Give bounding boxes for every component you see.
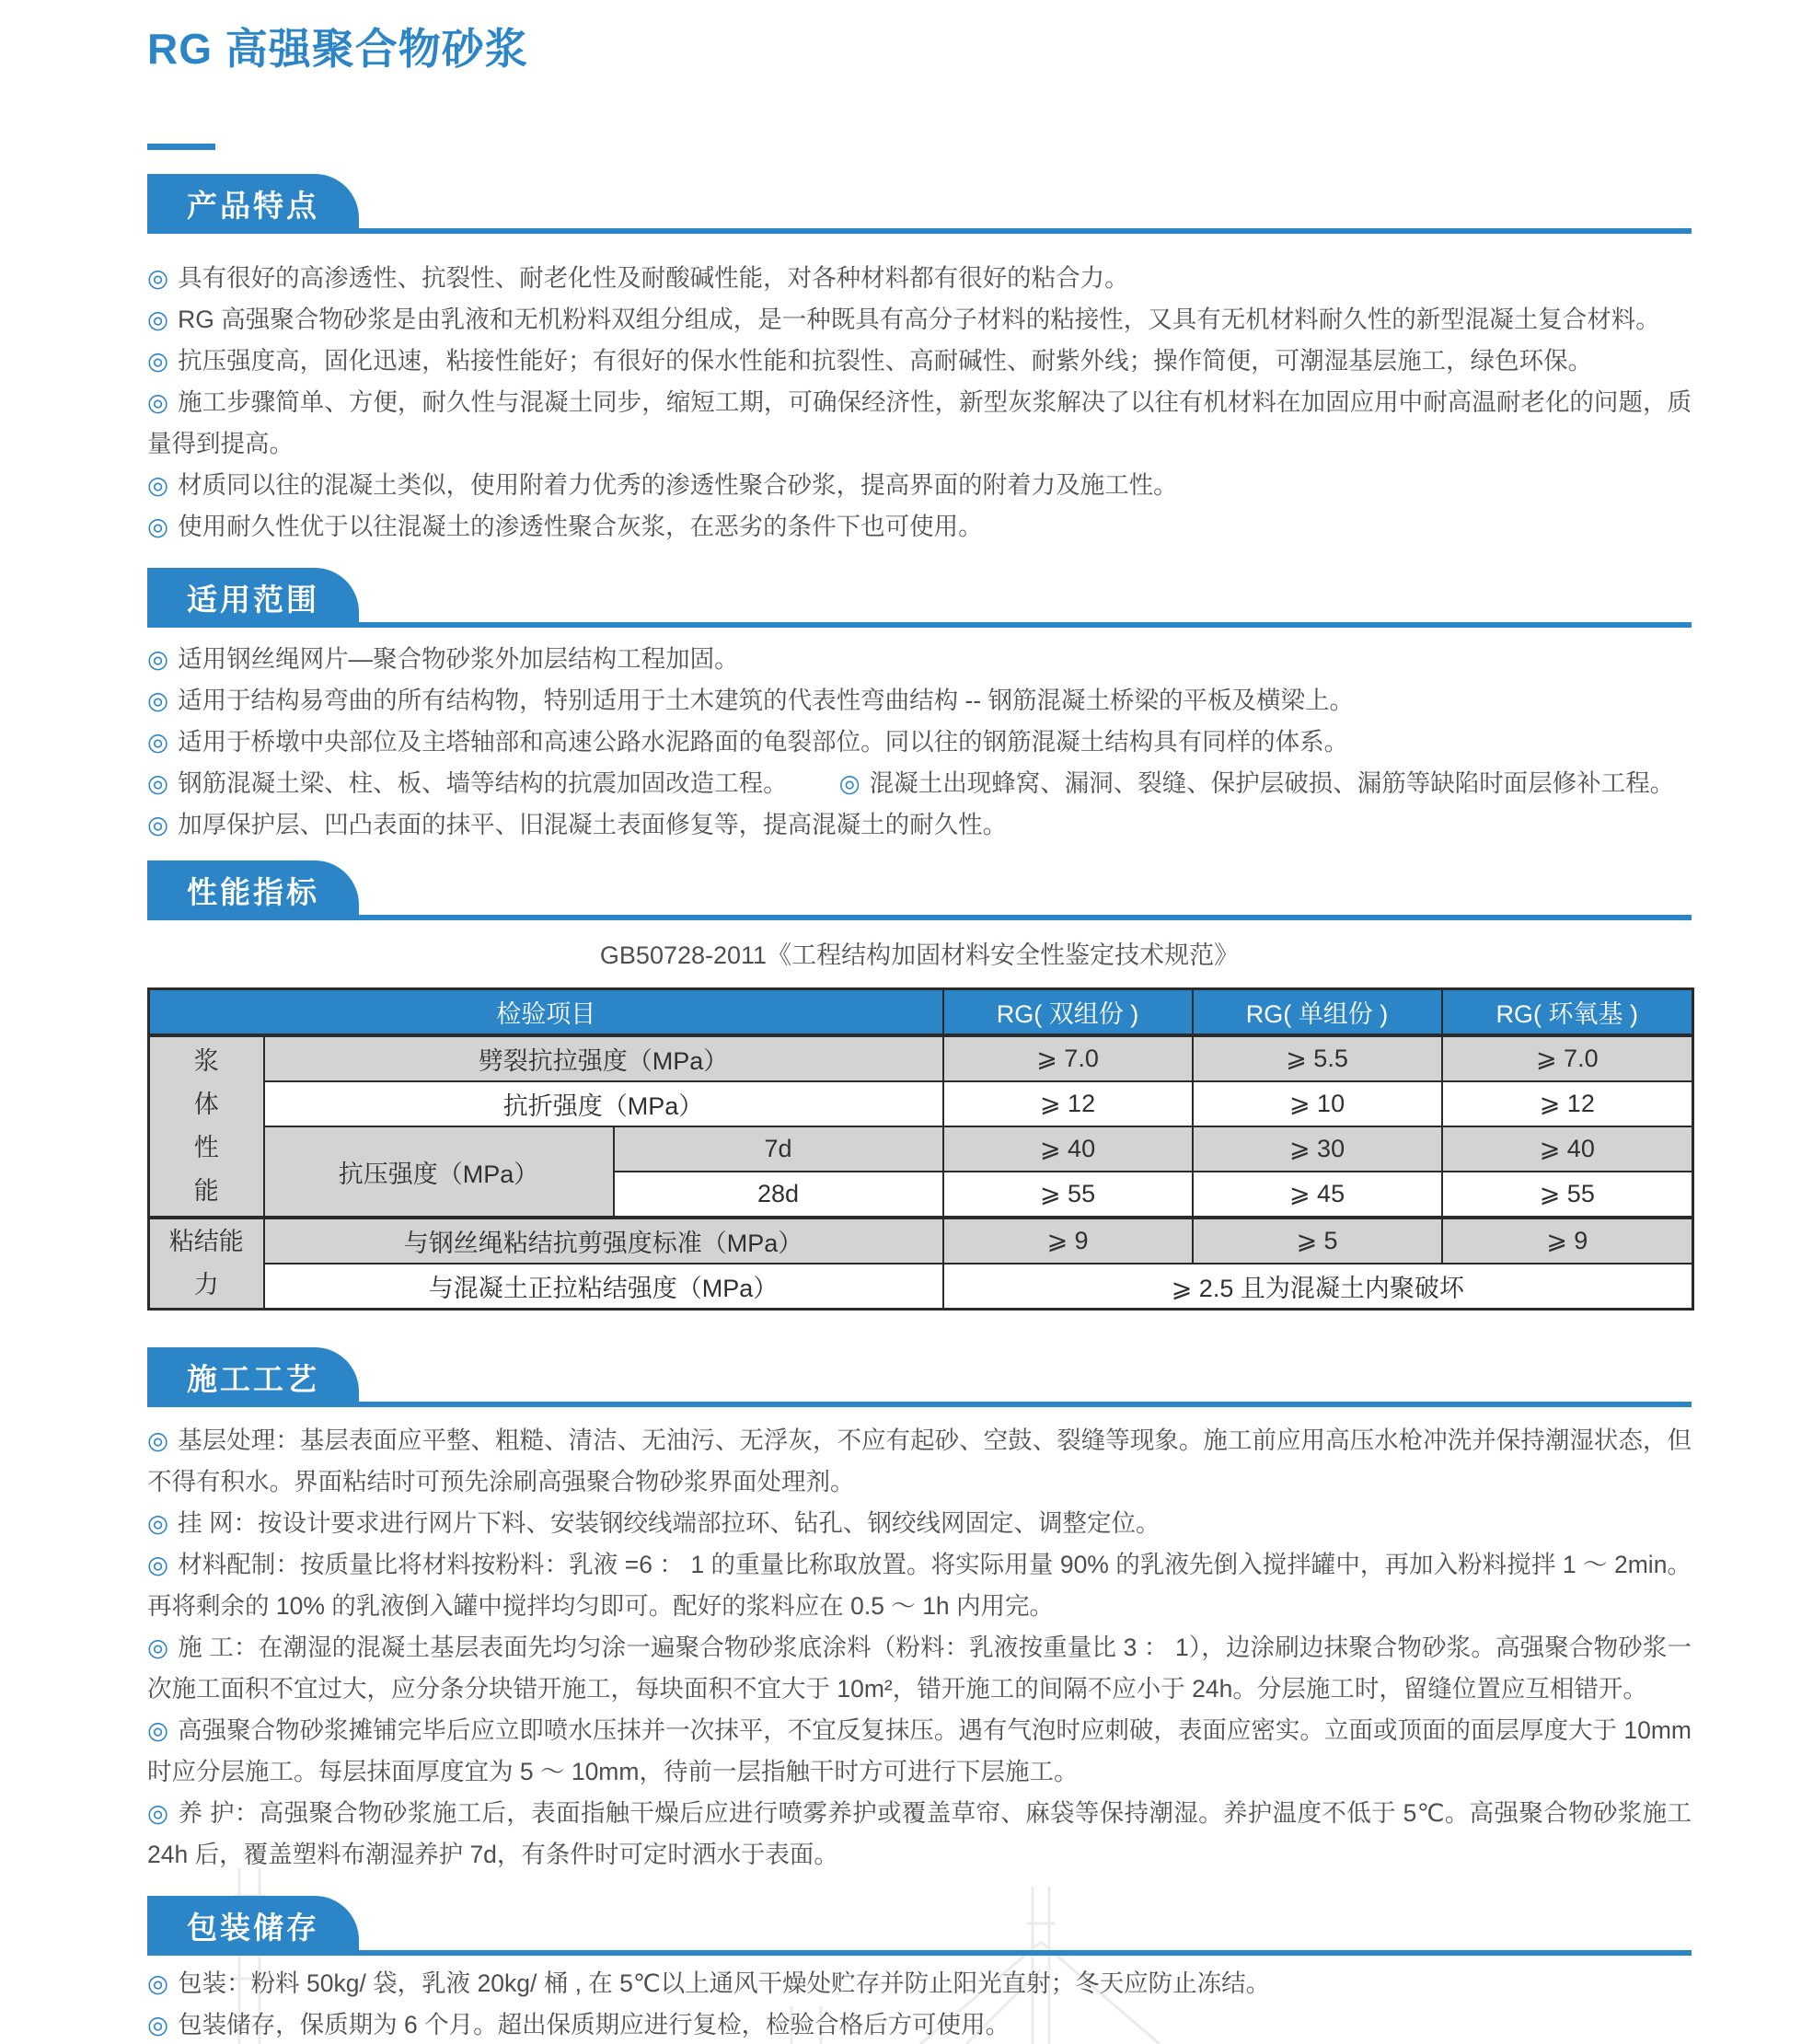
value-cell: ⩾ 12 (943, 1081, 1193, 1126)
value-cell: ⩾ 45 (1193, 1172, 1442, 1218)
bullet-icon: ◎ (147, 2011, 169, 2038)
process-text: 施 工：在潮湿的混凝土基层表面先均匀涂一遍聚合物砂浆底涂料（粉料：乳液按重量比 3 ： 1），边涂刷边抹聚合物砂浆。高强聚合物砂浆一次施工面积不宜过大，应分条分块错开施工，每块面积不宜大于 10m²，错开施工的间隔不应小于 24h。分层施工时，留缝位置应互相错开。 (147, 1634, 1692, 1703)
section-rule (147, 1402, 1692, 1407)
packaging-item (147, 1963, 1692, 2004)
feature-item (147, 465, 1692, 506)
bullet-icon: ◎ (147, 1716, 169, 1744)
row-group-label-bond: 粘结能力 (149, 1218, 264, 1310)
scope-item (147, 722, 1692, 763)
process-text: 基层处理：基层表面应平整、粗糙、清洁、无油污、无浮灰，不应有起砂、空鼓、裂缝等现象。施工前应用高压水枪冲洗并保持潮湿状态，但不得有积水。界面粘结时可预先涂刷高强聚合物砂浆界面处理剂。 (147, 1426, 1692, 1495)
bullet-icon: ◎ (147, 769, 169, 797)
process-item (147, 1544, 1692, 1627)
bullet-icon: ◎ (147, 687, 169, 714)
bullet-icon: ◎ (838, 769, 860, 797)
section-header-scope (147, 568, 1692, 628)
packaging-text: 包装储存，保质期为 6 个月。超出保质期应进行复检，检验合格后方可使用。 (178, 2011, 1010, 2038)
section-badge-performance (147, 860, 359, 920)
table-row-split-tensile (149, 1035, 1693, 1081)
packaging-list (147, 1963, 1692, 2044)
feature-item (147, 382, 1692, 465)
scope-item-pair (147, 763, 1692, 804)
scope-text: 适用钢丝绳网片—聚合物砂浆外加层结构工程加固。 (178, 645, 739, 673)
scope-item (147, 804, 1692, 846)
section-badge-packaging (147, 1896, 359, 1956)
section-header-packaging (147, 1896, 1692, 1956)
bullet-icon: ◎ (147, 1551, 169, 1578)
section-packaging (147, 1896, 1692, 2044)
section-process (147, 1347, 1692, 1876)
section-rule (147, 915, 1692, 920)
title-underline (147, 144, 215, 150)
process-item (147, 1420, 1692, 1503)
bullet-icon: ◎ (147, 347, 169, 375)
bullet-icon: ◎ (147, 264, 169, 292)
scope-text: 适用于结构易弯曲的所有结构物，特别适用于土木建筑的代表性弯曲结构 -- 钢筋混凝土桥梁的平板及横梁上。 (178, 687, 1354, 714)
scope-text: 适用于桥墩中央部位及主塔轴部和高速公路水泥路面的龟裂部位。同以往的钢筋混凝土结构具有同样的体系。 (178, 728, 1349, 756)
packaging-item (147, 2004, 1692, 2044)
features-list (147, 258, 1692, 548)
table-row-flexural (149, 1081, 1693, 1126)
feature-text: 材质同以往的混凝土类似，使用附着力优秀的渗透性聚合砂浆，提高界面的附着力及施工性。 (178, 471, 1178, 499)
value-cell: ⩾ 55 (943, 1172, 1193, 1218)
bullet-icon: ◎ (147, 1426, 169, 1454)
value-cell: ⩾ 5.5 (1193, 1035, 1442, 1081)
test-item-name: 劈裂抗拉强度（MPa） (264, 1035, 943, 1081)
scope-item (147, 680, 1692, 722)
section-title: 施工工艺 (187, 1362, 319, 1396)
section-title: 包装储存 (187, 1911, 319, 1945)
column-header-rg2: RG( 双组份 ) (943, 989, 1193, 1036)
feature-item (147, 299, 1692, 341)
value-cell: ⩾ 55 (1442, 1172, 1693, 1218)
bullet-icon: ◎ (147, 1799, 169, 1827)
value-cell: ⩾ 7.0 (1442, 1035, 1693, 1081)
table-row-tensile-concrete (149, 1264, 1693, 1310)
table-header-row (149, 989, 1693, 1036)
process-text: 养 护：高强聚合物砂浆施工后，表面指触干燥后应进行喷雾养护或覆盖草帘、麻袋等保持潮湿。养护温度不低于 5℃。高强聚合物砂浆施工 24h 后，覆盖塑料布潮湿养护 7d，有条件时可定时洒水于表面。 (147, 1799, 1692, 1868)
process-item (147, 1503, 1692, 1544)
scope-item (147, 639, 1692, 680)
feature-text: 抗压强度高，固化迅速，粘接性能好；有很好的保水性能和抗裂性、高耐碱性、耐紫外线；操作简便，可潮湿基层施工，绿色环保。 (178, 347, 1593, 375)
bullet-icon: ◎ (147, 1969, 169, 1997)
section-header-features (147, 174, 1692, 234)
bullet-icon: ◎ (147, 1509, 169, 1537)
age-cell: 28d (614, 1172, 943, 1218)
process-item (147, 1627, 1692, 1710)
section-rule (147, 622, 1692, 628)
section-title: 性能指标 (187, 875, 319, 909)
scope-text: 混凝土出现蜂窝、漏洞、裂缝、保护层破损、漏筋等缺陷时面层修补工程。 (869, 769, 1675, 797)
value-cell: ⩾ 10 (1193, 1081, 1442, 1126)
section-scope (147, 568, 1692, 846)
value-cell: ⩾ 7.0 (943, 1035, 1193, 1081)
process-text: 挂 网：按设计要求进行网片下料、安装钢绞线端部拉环、钻孔、钢绞线网固定、调整定位。 (178, 1509, 1161, 1537)
feature-item (147, 341, 1692, 382)
test-item-name: 与混凝土正拉粘结强度（MPa） (264, 1264, 943, 1310)
column-header-item: 检验项目 (149, 989, 943, 1036)
feature-text: RG 高强聚合物砂浆是由乳液和无机粉料双组分组成，是一种既具有高分子材料的粘接性，又具有无机材料耐久性的新型混凝土复合材料。 (178, 306, 1660, 333)
section-title: 产品特点 (187, 189, 319, 223)
bullet-icon: ◎ (147, 645, 169, 673)
section-badge-scope (147, 568, 359, 628)
packaging-text: 包装：粉料 50kg/ 袋，乳液 20kg/ 桶 , 在 5℃以上通风干燥处贮存并防止阳光直射；冬天应防止冻结。 (178, 1969, 1271, 1997)
process-text: 高强聚合物砂浆摊铺完毕后应立即喷水压抹并一次抹平，不宜反复抹压。遇有气泡时应刺破，表面应密实。立面或顶面的面层厚度大于 10mm 时应分层施工。每层抹面厚度宜为 5 ～ 10mm，待前一层指触干时方可进行下层施工。 (147, 1716, 1692, 1785)
section-header-performance (147, 860, 1692, 920)
test-item-name: 抗折强度（MPa） (264, 1081, 943, 1126)
value-cell-merged: ⩾ 2.5 且为混凝土内聚破坏 (943, 1264, 1693, 1310)
scope-list (147, 639, 1692, 846)
value-cell: ⩾ 12 (1442, 1081, 1693, 1126)
feature-item (147, 258, 1692, 299)
bullet-icon: ◎ (147, 388, 169, 416)
bullet-icon: ◎ (147, 728, 169, 756)
process-item (147, 1710, 1692, 1793)
bullet-icon: ◎ (147, 811, 169, 838)
test-item-name: 抗压强度（MPa） (264, 1126, 614, 1218)
bullet-icon: ◎ (147, 306, 169, 333)
bullet-icon: ◎ (147, 1634, 169, 1661)
section-rule (147, 1950, 1692, 1956)
process-list (147, 1420, 1692, 1876)
standard-reference: GB50728-2011《工程结构加固材料安全性鉴定技术规范》 (599, 941, 1240, 969)
section-rule (147, 228, 1692, 234)
scope-text: 钢筋混凝土梁、柱、板、墙等结构的抗震加固改造工程。 (178, 769, 788, 797)
value-cell: ⩾ 40 (1442, 1126, 1693, 1172)
performance-table (147, 987, 1694, 1311)
test-item-name: 与钢丝绳粘结抗剪强度标准（MPa） (264, 1218, 943, 1264)
process-text: 材料配制：按质量比将材料按粉料：乳液 =6 ： 1 的重量比称取放置。将实际用量 90% 的乳液先倒入搅拌罐中，再加入粉料搅拌 1 ～ 2min。再将剩余的 10% 的乳液倒入罐中搅拌均匀即可。配好的浆料应在 0.5 ～ 1h 内用完。 (147, 1551, 1692, 1620)
value-cell: ⩾ 9 (943, 1218, 1193, 1264)
age-cell: 7d (614, 1126, 943, 1172)
section-badge-process (147, 1347, 359, 1407)
section-badge-features (147, 174, 359, 234)
feature-item (147, 506, 1692, 548)
table-row-compressive-7d (149, 1126, 1693, 1172)
page-title: RG 高强聚合物砂浆 (147, 25, 528, 73)
value-cell: ⩾ 5 (1193, 1218, 1442, 1264)
feature-text: 使用耐久性优于以往混凝土的渗透性聚合灰浆，在恶劣的条件下也可使用。 (178, 513, 983, 540)
table-row-shear-wire (149, 1218, 1693, 1264)
value-cell: ⩾ 40 (943, 1126, 1193, 1172)
value-cell: ⩾ 9 (1442, 1218, 1693, 1264)
column-header-rge: RG( 环氧基 ) (1442, 989, 1693, 1036)
bullet-icon: ◎ (147, 471, 169, 499)
section-performance (147, 860, 1692, 1311)
column-header-rg1: RG( 单组份 ) (1193, 989, 1442, 1036)
bullet-icon: ◎ (147, 513, 169, 540)
section-features (147, 174, 1692, 548)
section-title: 适用范围 (187, 583, 319, 617)
process-item (147, 1793, 1692, 1876)
scope-text: 加厚保护层、凹凸表面的抹平、旧混凝土表面修复等，提高混凝土的耐久性。 (178, 811, 1008, 838)
section-header-process (147, 1347, 1692, 1407)
row-group-label-slurry: 浆体性能 (149, 1035, 264, 1218)
feature-text: 施工步骤简单、方便，耐久性与混凝土同步，缩短工期，可确保经济性，新型灰浆解决了以往有机材料在加固应用中耐高温耐老化的问题，质量得到提高。 (147, 388, 1692, 457)
feature-text: 具有很好的高渗透性、抗裂性、耐老化性及耐酸碱性能，对各种材料都有很好的粘合力。 (178, 264, 1129, 292)
value-cell: ⩾ 30 (1193, 1126, 1442, 1172)
